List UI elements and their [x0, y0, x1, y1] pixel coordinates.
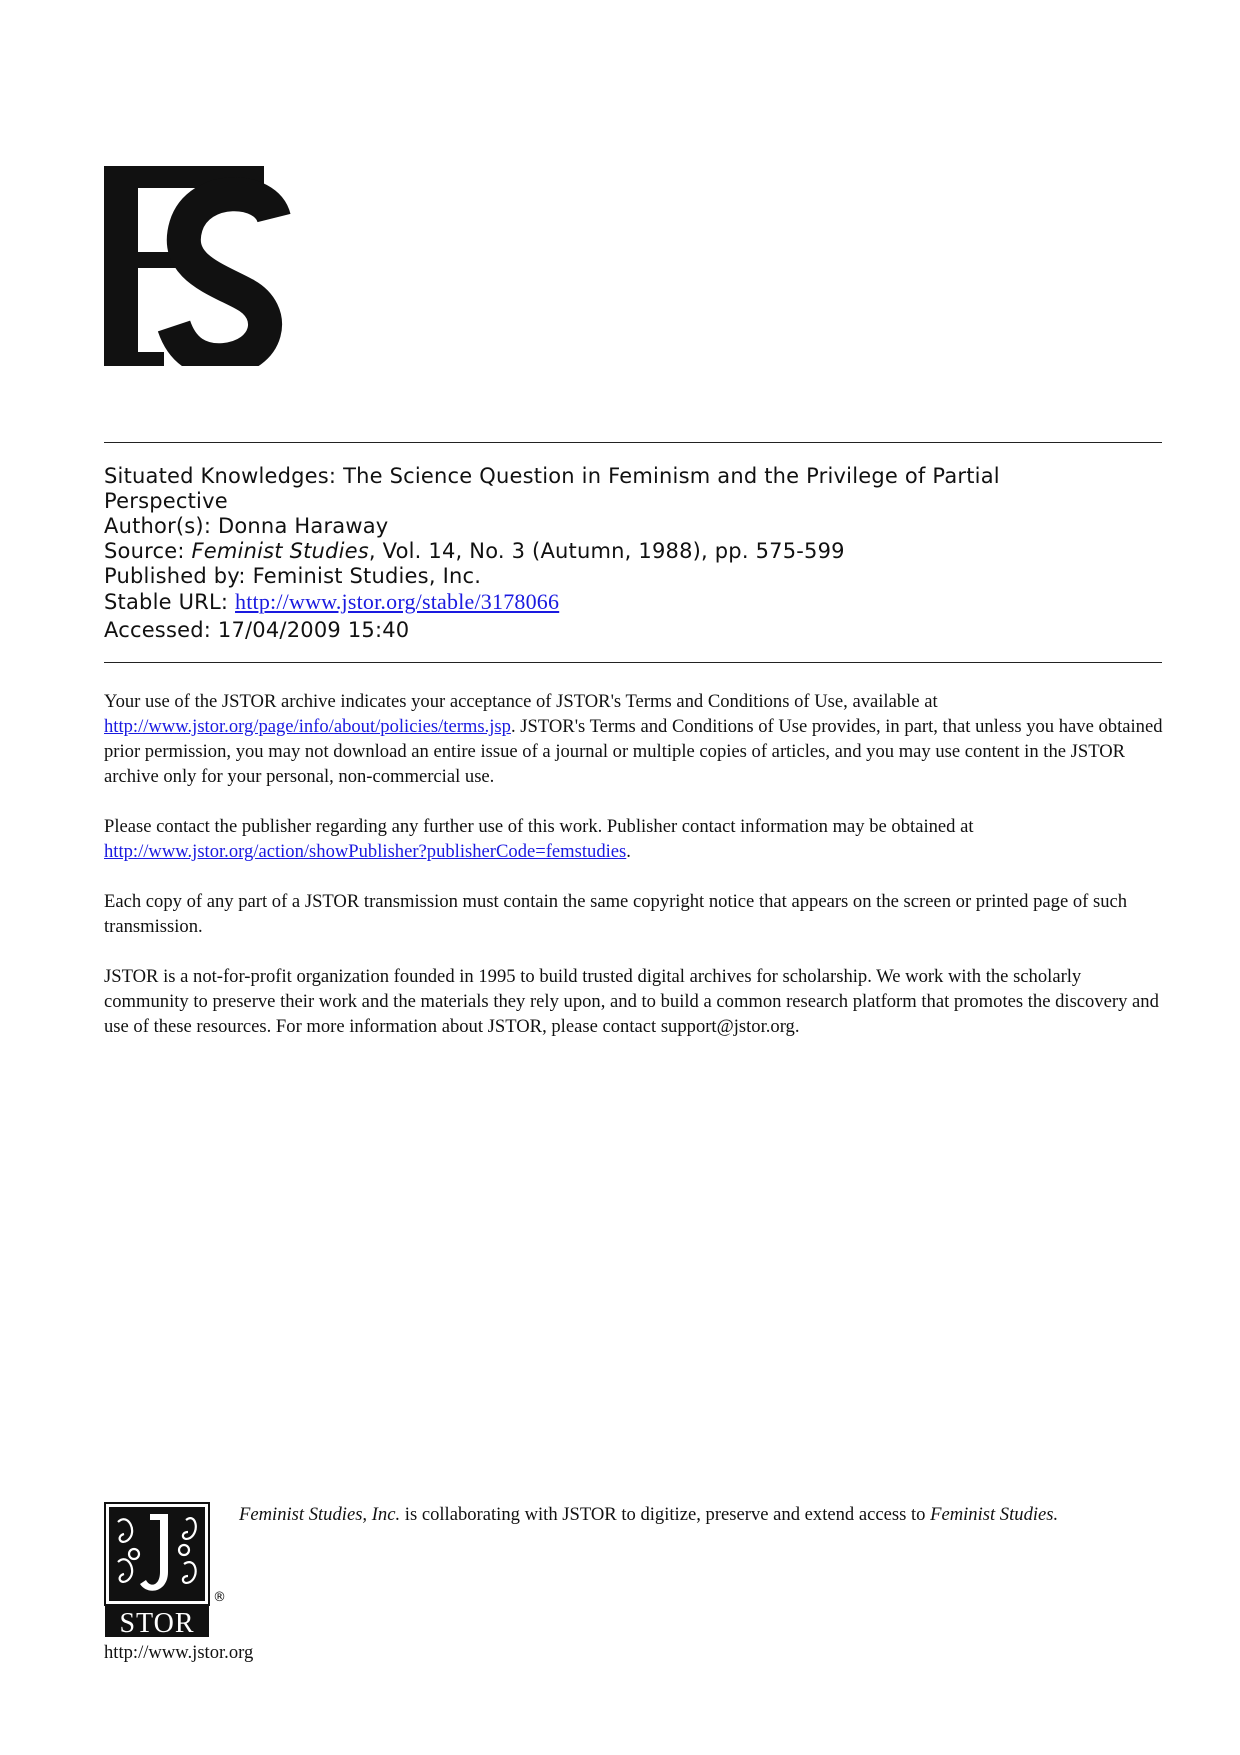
- author-name: Donna Haraway: [218, 514, 389, 538]
- publisher-contact-link[interactable]: http://www.jstor.org/action/showPublisher?publisherCode=femstudies: [104, 841, 627, 862]
- terms-text-continued: . JSTOR's Terms and Conditions of Use provides, in part, that unless you have obtained prior permission, you may not download an entire issue of a journal or multiple copies of articles, and you may use content in the JSTOR archive only for your personal, non-commercial use.: [104, 716, 1163, 787]
- publisher-name: Feminist Studies, Inc.: [252, 564, 482, 588]
- collab-text: is collaborating with JSTOR to digitize, preserve and extend access to: [400, 1504, 931, 1525]
- copyright-paragraph: Each copy of any part of a JSTOR transmission must contain the same copyright notice that appears on the screen or printed page of such transmission.: [104, 891, 1128, 937]
- terms-paragraph: [104, 689, 1164, 789]
- journal-name: Feminist Studies: [191, 539, 369, 563]
- accessed-line: [104, 618, 1162, 643]
- collaboration-statement: [239, 1502, 1169, 1527]
- jstor-logo-text: STOR: [119, 1608, 195, 1638]
- stable-url-line: [104, 589, 1162, 615]
- collab-publisher: Feminist Studies, Inc.: [239, 1504, 401, 1525]
- registered-mark: ®: [213, 1590, 226, 1605]
- about-jstor-paragraph: JSTOR is a not-for-profit organization founded in 1995 to build trusted digital archives for scholarship. We work with the scholarly community to preserve their work and the materials they rely upon, and to build a common research platform that promotes the discovery and use of these resources. For more information about JSTOR, please contact support@jstor.org.: [104, 966, 1159, 1037]
- divider-bottom: [104, 662, 1162, 663]
- collab-journal: Feminist Studies.: [930, 1504, 1059, 1525]
- accessed-label: Accessed:: [104, 618, 212, 642]
- stable-url-label: Stable URL:: [104, 590, 229, 614]
- fs-monogram-logo: [104, 166, 294, 366]
- publisher-label: Published by:: [104, 564, 246, 588]
- accessed-date: 17/04/2009 15:40: [217, 618, 410, 642]
- terms-notice: [104, 689, 1164, 1064]
- source-line: [104, 539, 1162, 564]
- author-line: [104, 514, 1162, 539]
- publisher-contact-text: Please contact the publisher regarding any further use of this work. Publisher contact information may be obtained at: [104, 816, 974, 837]
- author-label: Author(s):: [104, 514, 212, 538]
- publisher-contact-period: .: [626, 841, 631, 862]
- jstor-logo: [104, 1502, 210, 1638]
- stable-url-link[interactable]: http://www.jstor.org/stable/3178066: [235, 589, 560, 614]
- source-label: Source:: [104, 539, 185, 563]
- article-title: Situated Knowledges: The Science Question in Feminism and the Privilege of Partial Perspective: [104, 464, 1000, 513]
- terms-text: Your use of the JSTOR archive indicates your acceptance of JSTOR's Terms and Conditions of Use, available at: [104, 691, 938, 712]
- divider-top: [104, 442, 1162, 443]
- publisher-contact-paragraph: [104, 814, 1164, 864]
- publisher-line: [104, 564, 1162, 589]
- jstor-home-url: http://www.jstor.org: [104, 1642, 254, 1663]
- source-details: , Vol. 14, No. 3 (Autumn, 1988), pp. 575-599: [368, 539, 845, 563]
- terms-link[interactable]: http://www.jstor.org/page/info/about/policies/terms.jsp: [104, 716, 511, 737]
- citation-block: [104, 464, 1162, 643]
